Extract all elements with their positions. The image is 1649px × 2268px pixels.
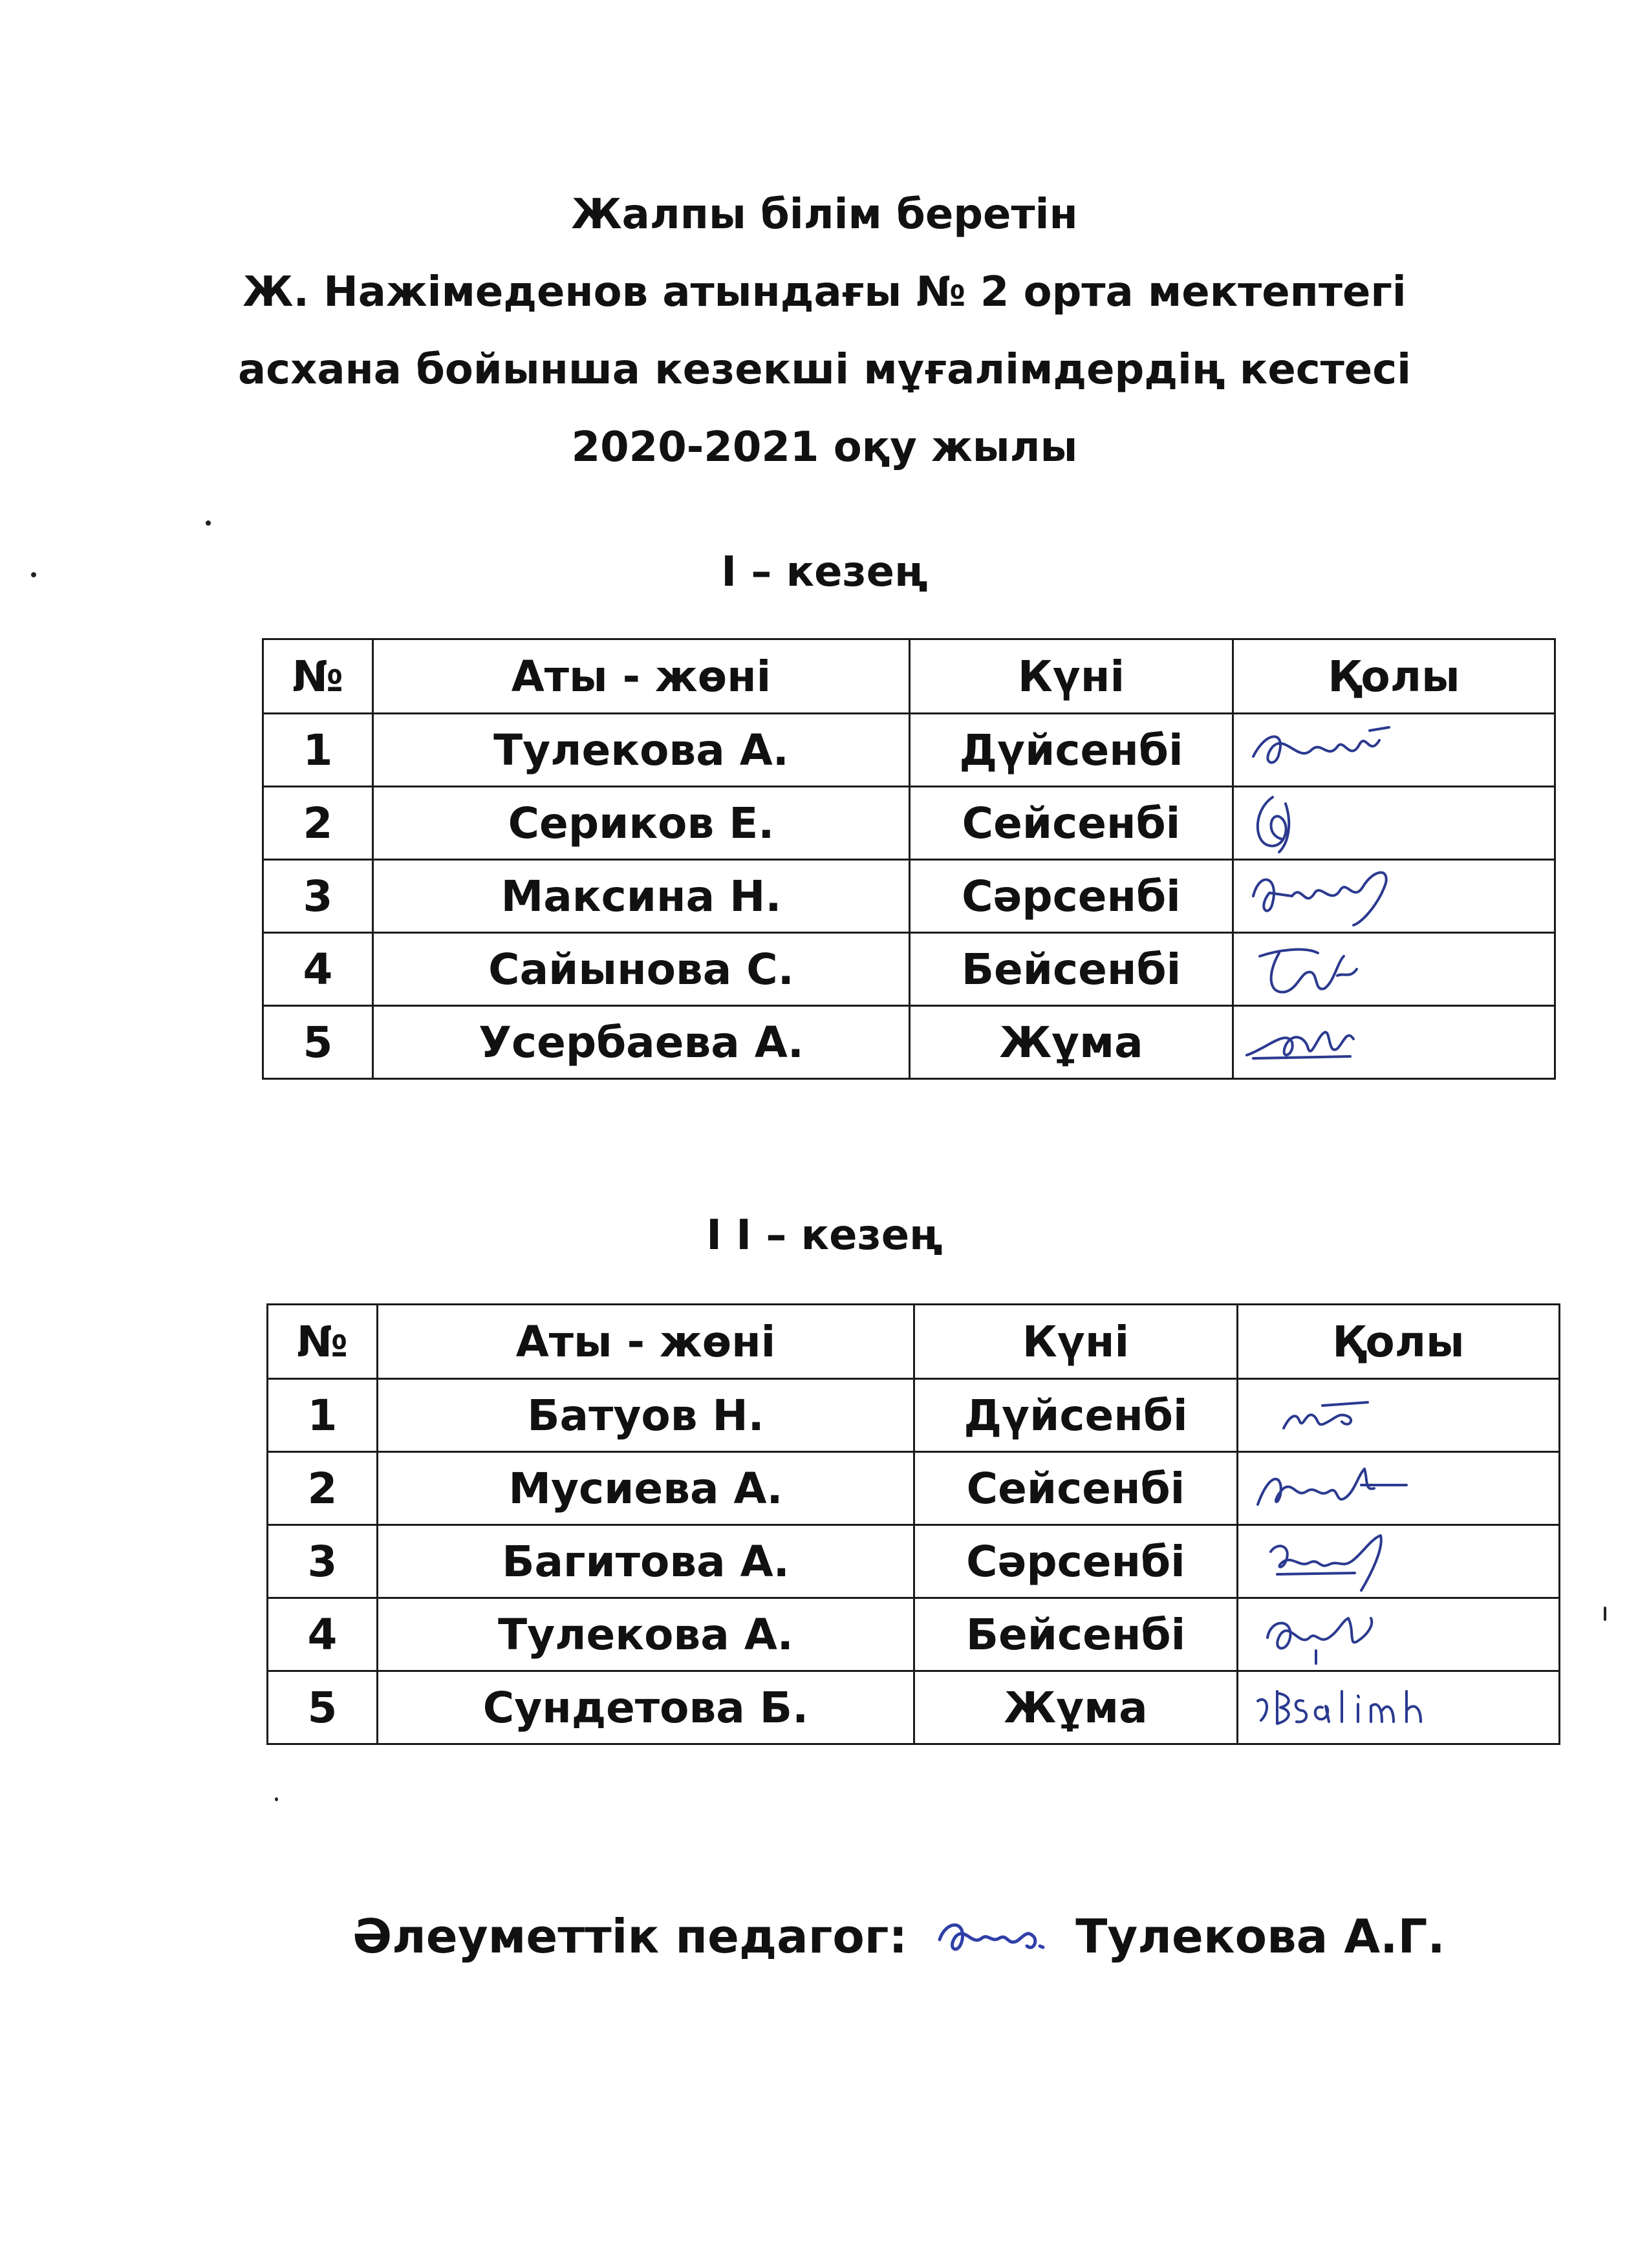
row-number: 3: [268, 1525, 378, 1598]
period-1-heading: I – кезең: [721, 548, 928, 596]
duty-day: Сейсенбі: [910, 787, 1233, 860]
table-header-row: [263, 639, 1555, 714]
duty-day: Сәрсенбі: [914, 1525, 1238, 1598]
signature-cell: [1238, 1598, 1560, 1671]
duty-day: Бейсенбі: [910, 933, 1233, 1006]
table-row: [268, 1379, 1560, 1452]
title-line-3: асхана бойынша кезекші мұғалімдердің кестесі: [237, 346, 1412, 394]
teacher-name: Батуов Н.: [378, 1379, 914, 1452]
signature-cell: [1233, 787, 1555, 860]
table-header-row: [268, 1305, 1560, 1379]
column-header-day: Күні: [910, 639, 1233, 714]
scan-speck: [206, 520, 211, 526]
column-header-name: Аты - жөні: [373, 639, 910, 714]
signature-cell: [1238, 1671, 1560, 1744]
title-line-1: Жалпы білім беретін: [571, 191, 1078, 239]
signature-cell: [1233, 714, 1555, 787]
teacher-name: Сериков Е.: [373, 787, 910, 860]
signature-cell: [1238, 1452, 1560, 1525]
teacher-name: Сундетова Б.: [378, 1671, 914, 1744]
duty-day: Сейсенбі: [914, 1452, 1238, 1525]
signature-cell: [1233, 1006, 1555, 1079]
table-row: [263, 933, 1555, 1006]
column-header-number: №: [268, 1305, 378, 1379]
table-row: [263, 860, 1555, 933]
duty-day: Дүйсенбі: [914, 1379, 1238, 1452]
column-header-signature: Қолы: [1233, 639, 1555, 714]
column-header-day: Күні: [914, 1305, 1238, 1379]
table-row: [268, 1598, 1560, 1671]
column-header-signature: Қолы: [1238, 1305, 1560, 1379]
handwritten-signature: [1240, 937, 1408, 1001]
title-line-4: 2020-2021 оқу жылы: [571, 423, 1078, 471]
handwritten-signature: [1240, 791, 1408, 855]
table-row: [268, 1525, 1560, 1598]
scan-speck: [31, 572, 36, 577]
handwritten-signature: [1240, 718, 1408, 782]
duty-day: Дүйсенбі: [910, 714, 1233, 787]
title-line-2: Ж. Нажімеденов атындағы № 2 орта мектептегі: [242, 268, 1406, 316]
teacher-name: Сайынова С.: [373, 933, 910, 1006]
signatory-line: [352, 1901, 1445, 1972]
signatory-role: Әлеуметтік педагог:: [352, 1909, 908, 1963]
duty-day: Сәрсенбі: [910, 860, 1233, 933]
handwritten-signature: [1245, 1383, 1413, 1448]
teacher-name: Багитова А.: [378, 1525, 914, 1598]
handwritten-signature: [1245, 1529, 1413, 1594]
row-number: 3: [263, 860, 373, 933]
handwritten-signature: [1240, 1010, 1408, 1075]
handwritten-signature: [1240, 864, 1408, 928]
row-number: 2: [268, 1452, 378, 1525]
row-number: 1: [268, 1379, 378, 1452]
duty-day: Бейсенбі: [914, 1598, 1238, 1671]
teacher-name: Мусиева А.: [378, 1452, 914, 1525]
row-number: 5: [268, 1671, 378, 1744]
table-row: [263, 787, 1555, 860]
teacher-name: Максина Н.: [373, 860, 910, 933]
signature-cell: [1233, 860, 1555, 933]
row-number: 1: [263, 714, 373, 787]
row-number: 5: [263, 1006, 373, 1079]
teacher-name: Усербаева А.: [373, 1006, 910, 1079]
handwritten-signature: [927, 1901, 1056, 1972]
table-row: [263, 714, 1555, 787]
period-2-heading: I I – кезең: [706, 1212, 943, 1259]
signature-cell: [1238, 1525, 1560, 1598]
duty-day: Жұма: [910, 1006, 1233, 1079]
signature-cell: [1238, 1379, 1560, 1452]
signatory-name: Тулекова А.Г.: [1075, 1909, 1445, 1963]
scan-speck: [275, 1797, 278, 1801]
document-title: [0, 176, 1649, 486]
handwritten-signature: [1245, 1675, 1452, 1740]
column-header-number: №: [263, 639, 373, 714]
handwritten-signature: [1245, 1456, 1413, 1521]
row-number: 4: [268, 1598, 378, 1671]
period-2-duty-table: [266, 1303, 1560, 1745]
period-1-duty-table: [262, 638, 1556, 1080]
column-header-name: Аты - жөні: [378, 1305, 914, 1379]
teacher-name: Тулекова А.: [373, 714, 910, 787]
signature-cell: [1233, 933, 1555, 1006]
table-row: [268, 1671, 1560, 1744]
teacher-name: Тулекова А.: [378, 1598, 914, 1671]
table-row: [268, 1452, 1560, 1525]
table-row: [263, 1006, 1555, 1079]
row-number: 2: [263, 787, 373, 860]
duty-day: Жұма: [914, 1671, 1238, 1744]
row-number: 4: [263, 933, 373, 1006]
scan-speck: [1604, 1607, 1606, 1621]
handwritten-signature: [1245, 1602, 1413, 1667]
